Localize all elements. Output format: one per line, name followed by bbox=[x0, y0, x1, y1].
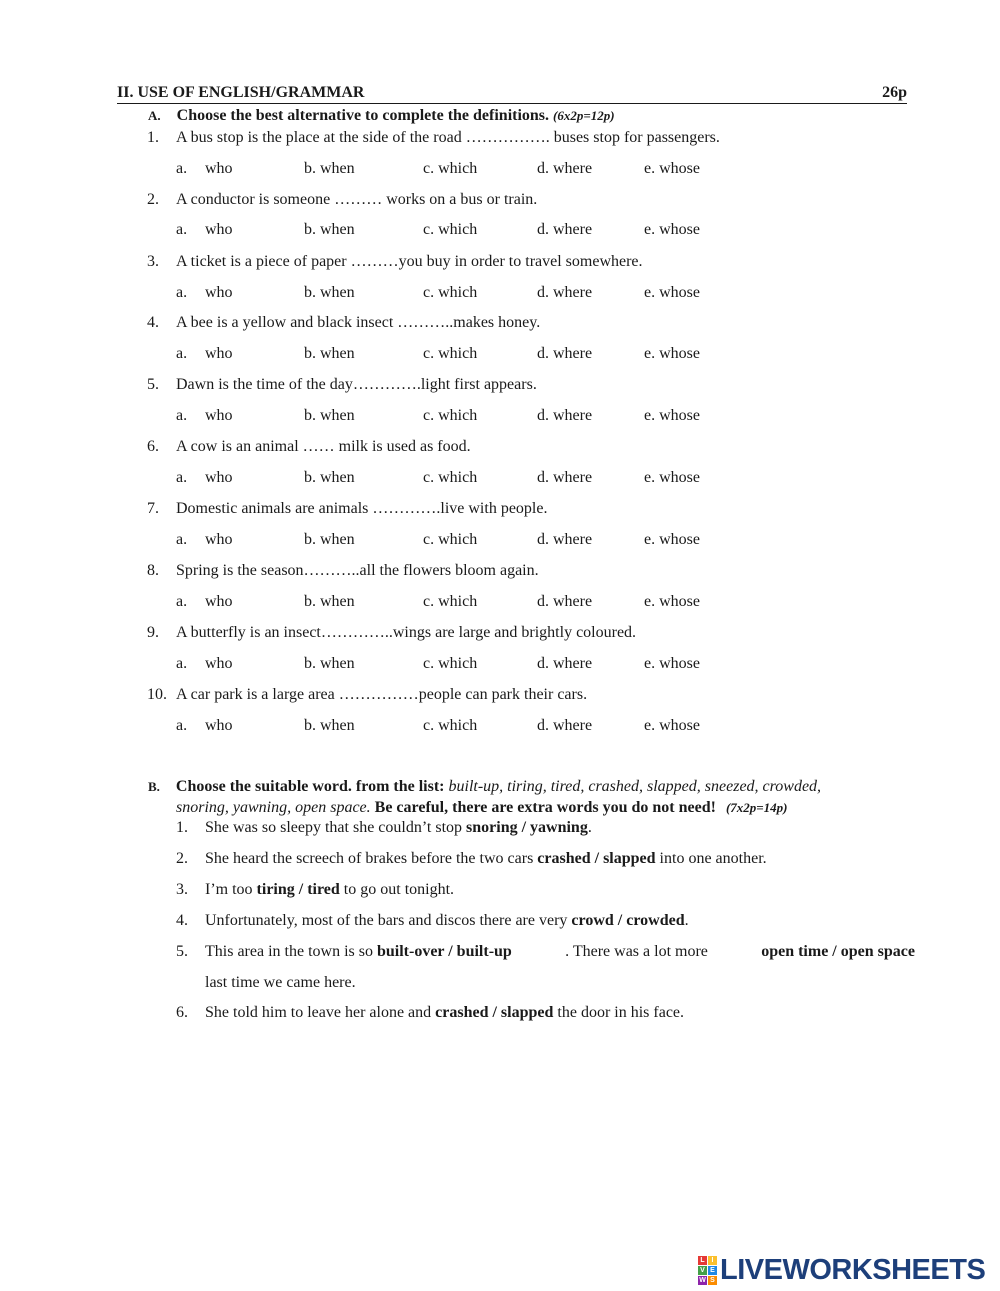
item-choice: snoring / yawning bbox=[466, 819, 588, 836]
answer-option: c. which bbox=[423, 469, 478, 486]
item-choice: tiring / tired bbox=[256, 881, 340, 898]
answer-option: e. whose bbox=[644, 407, 700, 424]
question-number: 9. bbox=[147, 624, 159, 641]
item-text: I’m too bbox=[205, 881, 257, 898]
part-b-warning: Be careful, there are extra words you do not need! bbox=[374, 799, 716, 816]
answer-option: d. where bbox=[537, 531, 593, 548]
answer-option: a. bbox=[176, 717, 188, 734]
logo-block: W bbox=[699, 1276, 706, 1284]
logo-block: V bbox=[698, 1266, 707, 1275]
question-text: A ticket is a piece of paper ………you buy in order to travel somewhere. bbox=[176, 253, 643, 270]
section-title bbox=[117, 84, 907, 104]
part-b-word-list-cont: snoring, yawning, open space. bbox=[176, 799, 371, 816]
item-choice: crashed / slapped bbox=[435, 1004, 554, 1021]
question-row bbox=[147, 129, 720, 147]
answer-option: b. when bbox=[304, 160, 355, 177]
answer-option: a. bbox=[176, 160, 188, 177]
answer-option: a. bbox=[176, 469, 188, 486]
fill-item bbox=[176, 881, 454, 899]
answer-option: d. where bbox=[537, 284, 593, 301]
question-row bbox=[147, 686, 587, 704]
answer-option: who bbox=[205, 221, 233, 238]
item-choice: open time / open space bbox=[761, 943, 915, 960]
item-choice: built-over / built-up bbox=[376, 943, 512, 960]
answer-option: c. which bbox=[423, 407, 478, 424]
logo-block: S bbox=[708, 1276, 717, 1285]
answer-option: a. bbox=[176, 221, 188, 238]
part-b-letter: B. bbox=[148, 779, 160, 794]
fill-item bbox=[176, 1004, 684, 1022]
part-a-scoring: (6x2p=12p) bbox=[553, 108, 615, 123]
part-b-header-line2 bbox=[176, 799, 788, 817]
logo-block: I bbox=[708, 1256, 717, 1265]
question-number: 10. bbox=[147, 686, 167, 703]
item-number: 4. bbox=[176, 912, 188, 929]
item-text: She heard the screech of brakes before the two cars bbox=[205, 850, 538, 867]
answer-option: d. where bbox=[537, 469, 593, 486]
fill-item bbox=[176, 850, 767, 868]
part-b-instruction: Choose the suitable word. from the list: bbox=[175, 778, 445, 795]
question-text: Domestic animals are animals ………….live with people. bbox=[176, 500, 548, 517]
item-text: the door in his face. bbox=[553, 1004, 685, 1021]
logo-block: L bbox=[698, 1256, 707, 1265]
item-number: 6. bbox=[176, 1004, 188, 1021]
item-text: . There was a lot more bbox=[565, 943, 708, 960]
answer-option: b. when bbox=[304, 221, 355, 238]
answer-option: e. whose bbox=[644, 593, 700, 610]
answer-option: c. which bbox=[423, 160, 478, 177]
item-text: Unfortunately, most of the bars and discos there are very bbox=[205, 912, 572, 929]
answer-option: who bbox=[205, 160, 233, 177]
answer-option: e. whose bbox=[644, 717, 700, 734]
question-number: 4. bbox=[147, 314, 159, 331]
answer-option: e. whose bbox=[644, 469, 700, 486]
item-text: into one another. bbox=[655, 850, 767, 867]
question-number: 8. bbox=[147, 562, 159, 579]
item-text: to go out tonight. bbox=[339, 881, 455, 898]
answer-option: who bbox=[205, 407, 233, 424]
section-points: 26p bbox=[882, 84, 907, 101]
question-text: A conductor is someone ……… works on a bus or train. bbox=[176, 191, 538, 208]
answer-option: e. whose bbox=[644, 345, 700, 362]
answer-option: a. bbox=[176, 345, 188, 362]
part-b-word-list: built-up, tiring, tired, crashed, slapped, sneezed, crowded, bbox=[448, 778, 822, 795]
answer-option: b. when bbox=[304, 593, 355, 610]
answer-option: d. where bbox=[537, 407, 593, 424]
answer-option: a. bbox=[176, 655, 188, 672]
question-row bbox=[147, 191, 537, 209]
fill-item bbox=[176, 943, 915, 961]
answer-option: who bbox=[205, 345, 233, 362]
answer-option: who bbox=[205, 593, 233, 610]
answer-option: c. which bbox=[423, 284, 478, 301]
answer-option: e. whose bbox=[644, 655, 700, 672]
fill-item bbox=[176, 912, 689, 930]
question-number: 7. bbox=[147, 500, 159, 517]
logo-blocks-icon bbox=[698, 1256, 717, 1285]
part-a-header bbox=[148, 107, 615, 125]
question-row bbox=[147, 624, 636, 642]
item-text: She was so sleepy that she couldn’t stop bbox=[205, 819, 467, 836]
answer-option: d. where bbox=[537, 345, 593, 362]
item-text: . bbox=[684, 912, 689, 929]
part-a-letter: A. bbox=[148, 108, 161, 123]
answer-option: who bbox=[205, 655, 233, 672]
question-row bbox=[147, 253, 643, 271]
answer-option: d. where bbox=[537, 593, 593, 610]
answer-option: c. which bbox=[423, 717, 478, 734]
item-number: 1. bbox=[176, 819, 188, 836]
question-text: A butterfly is an insect…………..wings are large and brightly coloured. bbox=[176, 624, 637, 641]
item-choice: crashed / slapped bbox=[537, 850, 656, 867]
question-number: 3. bbox=[147, 253, 159, 270]
answer-option: e. whose bbox=[644, 160, 700, 177]
answer-option: who bbox=[205, 531, 233, 548]
part-b-scoring: (7x2p=14p) bbox=[725, 800, 788, 815]
item-text-group bbox=[176, 943, 512, 961]
question-text: A bee is a yellow and black insect ………..makes honey. bbox=[176, 314, 541, 331]
answer-option: b. when bbox=[304, 531, 355, 548]
question-text: Spring is the season………..all the flowers bloom again. bbox=[176, 562, 539, 579]
question-number: 6. bbox=[147, 438, 159, 455]
answer-option: b. when bbox=[304, 345, 355, 362]
answer-option: a. bbox=[176, 407, 188, 424]
item-continuation: last time we came here. bbox=[205, 974, 356, 991]
answer-option: c. which bbox=[423, 655, 478, 672]
answer-option: who bbox=[205, 469, 233, 486]
item-number: 5. bbox=[176, 943, 188, 960]
answer-option: e. whose bbox=[644, 284, 700, 301]
answer-option: a. bbox=[176, 284, 188, 301]
question-row bbox=[147, 438, 471, 456]
answer-option: e. whose bbox=[644, 221, 700, 238]
question-row bbox=[147, 314, 540, 332]
item-text: This area in the town is so bbox=[205, 943, 377, 960]
answer-option: c. which bbox=[423, 221, 478, 238]
question-number: 1. bbox=[147, 129, 159, 146]
item-number: 2. bbox=[176, 850, 188, 867]
part-b-header bbox=[148, 778, 821, 796]
answer-option: b. when bbox=[304, 717, 355, 734]
answer-option: c. which bbox=[423, 345, 478, 362]
item-text: She told him to leave her alone and bbox=[205, 1004, 436, 1021]
fill-item bbox=[176, 819, 592, 837]
answer-option: b. when bbox=[304, 407, 355, 424]
question-row bbox=[147, 562, 539, 580]
question-text: A cow is an animal …… milk is used as food. bbox=[176, 438, 471, 455]
section-title-text: II. USE OF ENGLISH/GRAMMAR bbox=[117, 84, 365, 101]
answer-option: d. where bbox=[537, 717, 593, 734]
logo-text: LIVEWORKSHEETS bbox=[720, 1253, 986, 1286]
question-number: 5. bbox=[147, 376, 159, 393]
question-text: Dawn is the time of the day………….light first appears. bbox=[176, 376, 537, 393]
part-a-instruction: Choose the best alternative to complete the definitions. bbox=[176, 107, 550, 124]
question-number: 2. bbox=[147, 191, 159, 208]
answer-option: d. where bbox=[537, 655, 593, 672]
answer-option: a. bbox=[176, 531, 188, 548]
question-text: A bus stop is the place at the side of the road ……………. buses stop for passengers. bbox=[176, 129, 720, 146]
item-number: 3. bbox=[176, 881, 188, 898]
answer-option: b. when bbox=[304, 655, 355, 672]
answer-option: b. when bbox=[304, 469, 355, 486]
answer-option: who bbox=[205, 717, 233, 734]
item-text: . bbox=[587, 819, 592, 836]
question-row bbox=[147, 500, 547, 518]
item-choice: crowd / crowded bbox=[571, 912, 685, 929]
answer-option: d. where bbox=[537, 160, 593, 177]
answer-option: e. whose bbox=[644, 531, 700, 548]
answer-option: a. bbox=[176, 593, 188, 610]
answer-option: c. which bbox=[423, 593, 478, 610]
answer-option: d. where bbox=[537, 221, 593, 238]
question-row bbox=[147, 376, 537, 394]
answer-option: b. when bbox=[304, 284, 355, 301]
answer-option: who bbox=[205, 284, 233, 301]
logo-block: E bbox=[708, 1266, 717, 1275]
liveworksheets-logo bbox=[698, 1254, 985, 1286]
answer-option: c. which bbox=[423, 531, 478, 548]
question-text: A car park is a large area ……………people can park their cars. bbox=[176, 686, 588, 703]
